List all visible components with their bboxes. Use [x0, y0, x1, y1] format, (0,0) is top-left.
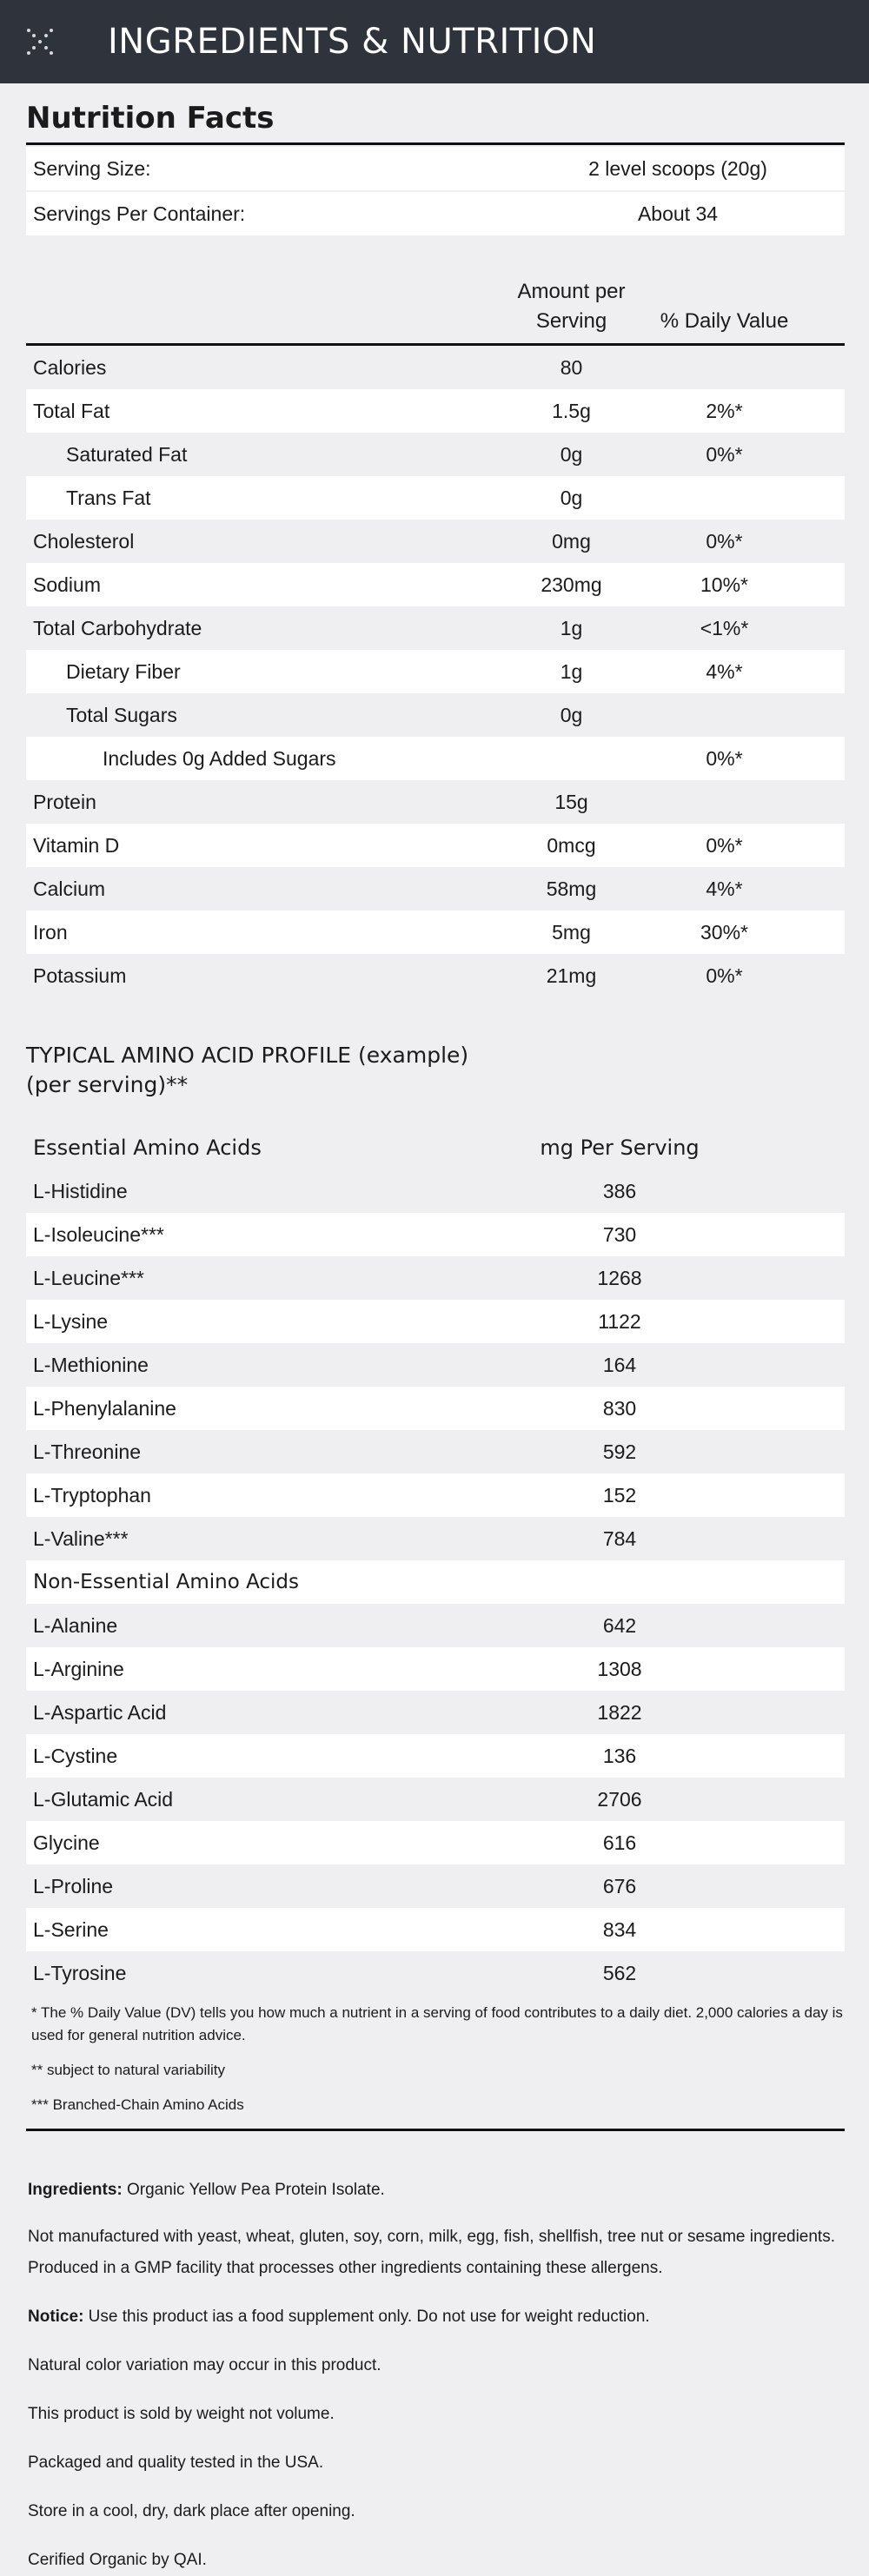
amino-mg: 2706	[597, 1787, 642, 1811]
nutrient-amount: 21mg	[546, 964, 597, 987]
amino-profile-title: TYPICAL AMINO ACID PROFILE (example) (per serving)**	[26, 1043, 469, 1097]
table-row	[26, 867, 845, 911]
table-row	[26, 954, 845, 997]
nutrition-table	[26, 346, 845, 997]
nutrient-amount: 1g	[560, 616, 583, 639]
amino-name: L-Alanine	[33, 1613, 118, 1637]
amino-name: L-Arginine	[33, 1657, 124, 1680]
mg-per-serving-header: mg Per Serving	[540, 1136, 700, 1160]
table-row	[26, 737, 845, 780]
amino-mg: 1122	[598, 1309, 641, 1333]
amino-name: L-Serine	[33, 1917, 109, 1941]
weight-text: This product is sold by weight not volume.	[28, 2405, 335, 2423]
footnote-daily-value: * The % Daily Value (DV) tells you how much a nutrient in a serving of food contributes to a daily diet. 2,000 calories a day is used for general nutrition advice.	[31, 2004, 843, 2043]
nutrient-dv: 4%*	[706, 877, 743, 900]
storage-text: Store in a cool, dry, dark place after opening.	[28, 2502, 355, 2520]
nutrient-dv: 10%*	[700, 573, 748, 596]
divider	[26, 2129, 845, 2131]
amino-mg: 616	[602, 1831, 637, 1854]
nutrient-amount: 5mg	[552, 920, 591, 944]
nutrient-dv: 2%*	[706, 399, 743, 422]
amino-mg: 164	[602, 1353, 637, 1376]
table-row	[26, 563, 845, 606]
nutrient-dv: <1%*	[700, 616, 749, 639]
servings-per-container-row	[26, 190, 845, 235]
amino-mg: 592	[602, 1440, 637, 1463]
table-row	[26, 1300, 845, 1343]
nutrient-name: Potassium	[33, 964, 127, 987]
ingredients-label: Ingredients:	[28, 2181, 123, 2199]
daily-value-header: % Daily Value	[660, 309, 789, 333]
amino-mg: 386	[602, 1179, 637, 1202]
table-row	[26, 1387, 845, 1430]
table-row	[26, 1908, 845, 1951]
nutrient-name: Total Carbohydrate	[33, 616, 202, 639]
table-row	[26, 1517, 845, 1560]
table-row	[26, 1343, 845, 1387]
page-title: INGREDIENTS & NUTRITION	[108, 22, 597, 62]
product-info	[26, 2175, 845, 2576]
amino-name: L-Aspartic Acid	[33, 1700, 167, 1724]
nutrient-amount: 0g	[560, 442, 583, 466]
nutrient-amount: 230mg	[541, 573, 602, 596]
notice-text	[28, 2301, 845, 2333]
nutrient-amount: 1.5g	[552, 399, 591, 422]
nutrient-dv: 0%*	[706, 746, 743, 770]
amino-name: L-Cystine	[33, 1744, 118, 1767]
table-row	[26, 1821, 845, 1864]
amino-name: L-Isoleucine***	[33, 1222, 164, 1246]
table-row	[26, 1256, 845, 1300]
nutrient-amount: 58mg	[546, 877, 597, 900]
amino-table	[26, 1169, 845, 1995]
nutrient-dv: 30%*	[700, 920, 748, 944]
table-row	[26, 1864, 845, 1908]
nonessential-header-row	[26, 1560, 845, 1604]
table-row	[26, 1778, 845, 1821]
amino-name: L-Histidine	[33, 1179, 128, 1202]
table-row	[26, 780, 845, 824]
nutrient-name: Sodium	[33, 573, 101, 596]
nutrient-name: Total Sugars	[66, 703, 177, 726]
table-row	[26, 911, 845, 954]
table-row	[26, 1430, 845, 1473]
amino-mg: 1308	[597, 1657, 642, 1680]
nutrient-dv: 0%*	[706, 529, 743, 553]
nutrition-table-header	[26, 267, 845, 343]
table-row	[26, 1473, 845, 1517]
ingredients-text	[28, 2175, 845, 2206]
amino-mg: 830	[602, 1396, 637, 1420]
table-row	[26, 346, 845, 389]
table-row	[26, 824, 845, 867]
nutrient-dv: 0%*	[706, 964, 743, 987]
nutrition-facts-title: Nutrition Facts	[26, 101, 275, 136]
certified-text: Cerified Organic by QAI.	[28, 2551, 207, 2569]
servings-per-container-value: About 34	[637, 202, 719, 225]
amino-mg: 642	[602, 1613, 637, 1637]
nutrient-name: Vitamin D	[33, 833, 120, 857]
table-row	[26, 476, 845, 520]
nutrient-name: Calcium	[33, 877, 106, 900]
amino-mg: 834	[602, 1917, 637, 1941]
amino-table-header	[26, 1126, 845, 1169]
nutrient-name: Trans Fat	[66, 486, 151, 509]
footnote-variability: ** subject to natural variability	[31, 2062, 226, 2078]
amino-name: L-Phenylalanine	[33, 1396, 176, 1420]
notice-value: Use this product ias a food supplement only. Do not use for weight reduction.	[83, 2308, 650, 2326]
serving-size-row	[26, 147, 845, 190]
nutrient-amount: 0mcg	[547, 833, 596, 857]
table-row	[26, 1647, 845, 1691]
nutrient-amount: 0g	[560, 703, 583, 726]
nutrient-amount: 0g	[560, 486, 583, 509]
amount-header-line2: Serving	[535, 309, 607, 333]
table-row	[26, 1213, 845, 1256]
packaged-text: Packaged and quality tested in the USA.	[28, 2453, 324, 2472]
nutrient-name: Protein	[33, 790, 96, 813]
nutrient-name: Total Fat	[33, 399, 110, 422]
table-row	[26, 693, 845, 737]
amino-mg: 730	[602, 1222, 637, 1246]
table-row	[26, 606, 845, 650]
footnote-bcaa: *** Branched-Chain Amino Acids	[31, 2096, 244, 2113]
servings-per-container-label: Servings Per Container:	[33, 202, 246, 225]
nonessential-amino-acids-header: Non-Essential Amino Acids	[33, 1571, 300, 1593]
amino-mg: 1822	[597, 1700, 642, 1724]
nutrient-name: Dietary Fiber	[66, 659, 181, 683]
amino-mg: 784	[602, 1526, 637, 1550]
serving-size-label: Serving Size:	[33, 156, 151, 180]
serving-size-value: 2 level scoops (20g)	[588, 156, 767, 180]
page-header	[0, 0, 869, 83]
nutrient-name: Iron	[33, 920, 68, 944]
table-row	[26, 1604, 845, 1647]
nutrient-amount: 15g	[554, 790, 588, 813]
table-row	[26, 433, 845, 476]
ingredients-value: Organic Yellow Pea Protein Isolate.	[122, 2181, 385, 2199]
nutrient-dv: 0%*	[706, 442, 743, 466]
table-row	[26, 1169, 845, 1213]
amino-name: L-Leucine***	[33, 1266, 144, 1289]
amino-name: L-Tryptophan	[33, 1483, 151, 1507]
amino-name: L-Threonine	[33, 1440, 142, 1463]
table-row	[26, 650, 845, 693]
nutrient-dv: 0%*	[706, 833, 743, 857]
amino-name: L-Proline	[33, 1874, 114, 1897]
notice-label: Notice:	[28, 2308, 84, 2326]
divider	[26, 142, 845, 145]
table-row	[26, 1951, 845, 1995]
amino-name: L-Methionine	[33, 1353, 149, 1376]
amount-header-line1: Amount per	[517, 280, 626, 303]
nutrient-dv: 4%*	[706, 659, 743, 683]
table-row	[26, 1734, 845, 1778]
amino-mg: 1268	[597, 1266, 642, 1289]
amount-per-serving-header	[504, 277, 639, 336]
allergens-text: Not manufactured with yeast, wheat, gluten, soy, corn, milk, egg, fish, shellfish, tree nut or sesame ingredients. Produced in a GMP facility that processes other ingredients containing these allergens.	[28, 2228, 835, 2277]
amino-mg: 562	[602, 1961, 637, 1984]
amino-mg: 676	[602, 1874, 637, 1897]
nutrient-name: Calories	[33, 355, 107, 379]
table-row	[26, 1691, 845, 1734]
amino-mg: 152	[602, 1483, 637, 1507]
amino-name: Glycine	[33, 1831, 100, 1854]
nutrient-name: Includes 0g Added Sugars	[103, 746, 336, 770]
nutrient-amount: 0mg	[552, 529, 591, 553]
nutrient-amount: 80	[560, 355, 583, 379]
amino-mg: 136	[602, 1744, 637, 1767]
amino-name: L-Tyrosine	[33, 1961, 127, 1984]
amino-name: L-Glutamic Acid	[33, 1787, 174, 1811]
nutrient-name: Saturated Fat	[66, 442, 188, 466]
nutrient-amount: 1g	[560, 659, 583, 683]
dots-cross-icon[interactable]	[26, 28, 54, 56]
color-variation-text: Natural color variation may occur in this product.	[28, 2356, 381, 2374]
amino-name: L-Valine***	[33, 1526, 129, 1550]
nutrient-name: Cholesterol	[33, 529, 135, 553]
table-row	[26, 520, 845, 563]
amino-name: L-Lysine	[33, 1309, 109, 1333]
essential-amino-acids-header: Essential Amino Acids	[33, 1136, 262, 1160]
table-row	[26, 389, 845, 433]
